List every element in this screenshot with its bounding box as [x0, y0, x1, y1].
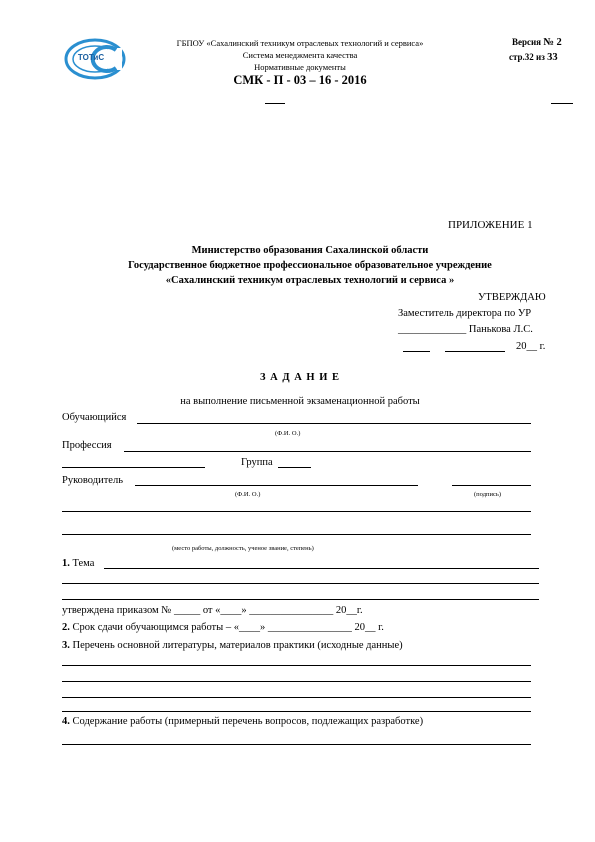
topic-line-3: [62, 599, 539, 600]
page-block: [509, 52, 558, 63]
student-field: [137, 423, 531, 424]
literature-line-2: [62, 681, 531, 682]
supervisor-field: [135, 485, 418, 486]
literature-line-1: [62, 665, 531, 666]
profession-field: [124, 451, 531, 452]
topic-label: Тема: [72, 558, 95, 569]
workplace-line-2: [62, 534, 531, 535]
system-line: Система менеджмента качества: [242, 50, 358, 60]
version-block: [512, 37, 562, 48]
profession-field-cont: [62, 467, 205, 468]
literature-line-4: [62, 711, 531, 712]
topic-field: [104, 568, 539, 569]
logo: [64, 38, 126, 80]
approve-signer: _____________ Панькова Л.С.: [398, 324, 533, 335]
version-value: № 2: [543, 37, 562, 48]
task-subtitle: на выполнение письменной экзаменационной работы: [180, 396, 420, 407]
student-label: Обучающийся: [62, 412, 127, 423]
workplace-line-1: [62, 511, 531, 512]
topic-line-2: [62, 583, 539, 584]
appendix-label: ПРИЛОЖЕНИЕ 1: [448, 219, 533, 231]
literature-line-3: [62, 697, 531, 698]
topic-heading: [62, 558, 94, 570]
approve-date-month: [445, 351, 505, 352]
deadline-text: Срок сдачи обучающимся работы – «____» ________________ 20__ г.: [72, 622, 384, 633]
approved-order: утверждена приказом № _____ от «____» ________________ 20__г.: [62, 605, 363, 616]
institution-name: «Сахалинский техникум отраслевых технологий и сервиса »: [165, 275, 455, 286]
task-title: З А Д А Н И Е: [259, 372, 341, 383]
approve-title: УТВЕРЖДАЮ: [478, 292, 546, 303]
org-line: ГБПОУ «Сахалинский техникум отраслевых технологий и сервиса»: [176, 38, 424, 48]
profession-label: Профессия: [62, 440, 112, 451]
docs-line: Нормативные документы: [254, 62, 346, 72]
approve-date-day: [403, 351, 430, 352]
deadline-row: [62, 622, 384, 634]
approve-position: Заместитель директора по УР: [398, 308, 532, 319]
deadline-num: 2.: [62, 622, 70, 633]
logo-text: ТОТиС: [77, 53, 105, 62]
content-text: Содержание работы (примерный перечень вопросов, подлежащих разработке): [72, 716, 424, 727]
content-row: [62, 716, 423, 728]
literature-row: [62, 640, 403, 652]
group-field: [278, 467, 311, 468]
topic-num: 1.: [62, 558, 70, 569]
header-rule-right: [551, 103, 573, 104]
supervisor-label: Руководитель: [62, 475, 123, 486]
signature-field: [452, 485, 531, 486]
ministry: Министерство образования Сахалинской области: [191, 245, 429, 256]
literature-num: 3.: [62, 640, 70, 651]
content-num: 4.: [62, 716, 70, 727]
version-label: Версия: [512, 37, 542, 47]
page-label: стр.32 из: [509, 52, 545, 62]
workplace-hint: (место работы, должность, ученое звание, степень): [172, 545, 314, 552]
approve-date-year: 20__ г.: [516, 341, 546, 352]
literature-text: Перечень основной литературы, материалов практики (исходные данные): [72, 640, 403, 651]
fio-hint-supervisor: (Ф.И. О.): [235, 491, 261, 498]
group-label: Группа: [241, 457, 273, 468]
content-line-1: [62, 744, 531, 745]
fio-hint: (Ф.И. О.): [275, 430, 301, 437]
header-rule-left: [265, 103, 285, 104]
institution: Государственное бюджетное профессиональное образовательное учреждение: [128, 260, 492, 271]
signature-hint: (подпись): [474, 491, 501, 498]
page-total: 33: [547, 52, 558, 63]
doc-code: СМК - П - 03 – 16 - 2016: [233, 73, 367, 87]
